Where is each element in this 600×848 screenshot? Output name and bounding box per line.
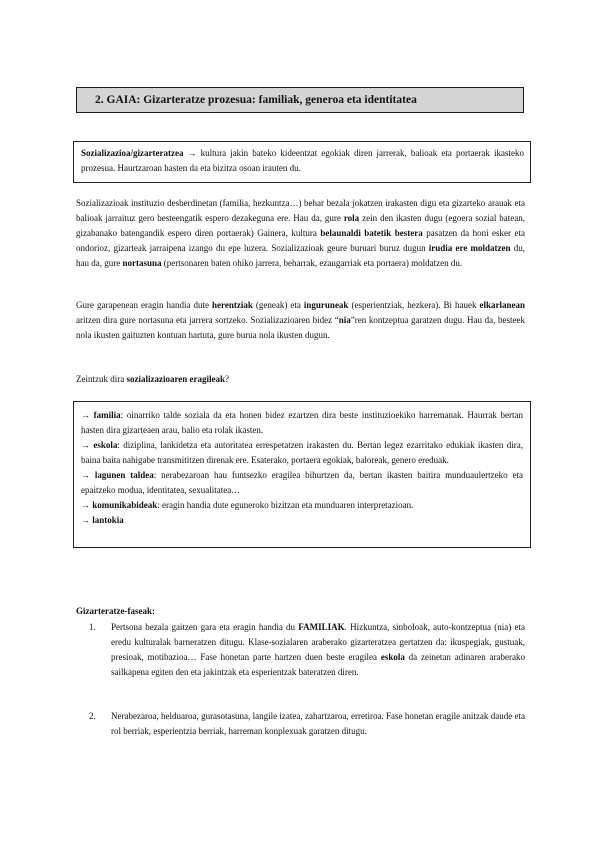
phases-title: Gizarteratze-faseak: [76,606,155,616]
bold-run: sozializazioaren eragileak [126,374,226,384]
list-number: 1. [89,622,96,632]
bold-run: rola [343,213,360,223]
arrow-icon: → [187,148,197,158]
text-run: du, hau da, gure [76,243,525,268]
agent-name: komunikabideak [92,500,158,510]
text-run: Sozializazioak instituzio desberdinetan (familia, hezkuntza…) behar bezala jokatzen irakasten digu eta gizarteko arauak eta balioak jarraituz gero besteengatik espero dezakeguna ere. Hau da, gure [76,198,525,223]
text-run: Gure garapenean eragin handia dute [76,300,213,310]
text-run: . Hizkuntza, sinboloak, auto-kontzeptua (nia) eta eredu kulturalak barneratzen ditugu. Klase-sozialaren araberako gizarteratzea gertatzen da: ikuspegiak, gustuak, presioak, motibazioa… Fase honetan parte hartzen duen beste eragilea [111,622,525,662]
bold-run: elkarlanean [479,300,526,310]
text-run: Nerabezaroa, helduaroa, gurasotasuna, langile izatea, zahartzaroa, erretiroa. Fase honetan eragile anitzak daude eta rol berriak, esperientzia berriak, harreman konplexuak garatzen ditugu. [111,711,525,736]
phase-list [76,620,525,680]
bold-run: irudia ere moldatzen [428,243,511,253]
text-run: aritzen dira gure nortasuna eta jarrera sortzeko. Sozializazioaren bidez “ [76,315,339,325]
paragraph-heredity [76,298,525,343]
text-run: pasatzen da honi esker eta ondorioz, gizarteak jarraipena izango du epe luzera. Sozializazioak geure buruari buruz dugun [76,228,525,253]
bold-run: belaunaldi batetik bestera [320,228,423,238]
arrow-icon: → [81,440,90,450]
agent-item-eskola [81,438,523,468]
definition-term: Sozializazioa/gizarteratzea [81,148,184,158]
phase-item-2 [76,709,525,739]
agent-text: : eragin handia dute eguneroko bizitzan eta munduaren interpretazioan. [157,500,414,510]
agent-text: : diziplina, lankidetza eta autoritatea errespetatzen irakasten du. Bertan legez ezarritako edukiak ikasten dira, baina baita nahigabe transmititzen direnak ere. Esaterako, portaera egokiak, baloreak, genero ereduak. [81,440,524,465]
agent-item-lagunen-taldea [81,468,523,498]
agents-box [73,401,531,548]
text-run: ”ren kontzeptua garatzen dugu. Hau da, besteek nola ikusten gaituzten kontuan hartuta, gure burua nola ikusten dugun. [76,315,525,340]
bold-run: FAMILIAK [298,622,345,632]
phase-list-2 [76,709,525,739]
agent-text: : oinarriko talde soziala da eta honen bidez ezartzen dira beste instituzioekiko harremanak. Haurrak bertan hasten dira gizarteaen arau, balio eta rolak ikasten. [81,410,523,435]
bold-run: nia [338,315,351,325]
text-run: Pertsona bezala gaitzen gara eta eragin handia du [111,622,299,632]
paragraph-socialization [76,196,525,271]
definition-box [73,141,531,183]
arrow-icon: → [81,515,90,525]
phase-item-1 [76,620,525,680]
arrow-icon: → [81,470,90,480]
title-box [76,87,524,113]
arrow-icon: → [81,500,90,510]
bold-run: nortasuna [122,258,162,268]
agent-name: familia [93,410,121,420]
bold-run: eskola [380,652,405,662]
bold-run: inguruneak [303,300,349,310]
agent-name: eskola [93,440,118,450]
agent-item-familia [81,408,523,438]
text-run: (geneak) eta [252,300,304,310]
list-number: 2. [89,711,96,721]
page-title: 2. GAIA: Gizarteratze prozesua: familiak, generoa eta identitatea [95,94,417,106]
agent-text: : nerabezaroan hau funtsezko eragilea bihurtzen da, bertan ikasten baitira munduaulertzeko eta epaitzeko modua, identitatea, sexualitatea… [81,470,524,495]
agent-item-komunikabideak [81,498,523,513]
agent-name: lagunen taldea [94,470,154,480]
bold-run: herentziak [212,300,253,310]
text-run: (pertsonaren baten ohiko jarrera, beharrak, ezaugarriak eta portaera) moldatzen du. [161,258,463,268]
agent-item-lantokia [81,513,523,528]
question-heading [76,372,525,387]
text-run: (esperientziak, hezkera). Bi hauek [348,300,480,310]
agent-name: lantokia [92,515,124,525]
text-run: ? [225,374,230,384]
text-run: zein den ikasten dugu (egoera sozial batean, gizabanako batengandik espero diren portaerak) Gainera, kultura [76,213,525,238]
text-run: Zeintzuk dira [76,374,127,384]
text-run: da zeinetan adinaren araberako sailkapena egiten den eta jakintzak eta esperientzak bateratzen diren. [111,652,525,677]
definition-text: kultura jakin bateko kideentzat egokiak diren jarrerak, balioak eta portaerak ikasteko prozesua. Haurtzaroan hasten da eta bizitza osoan irauten du. [81,148,524,173]
arrow-icon: → [81,410,90,420]
